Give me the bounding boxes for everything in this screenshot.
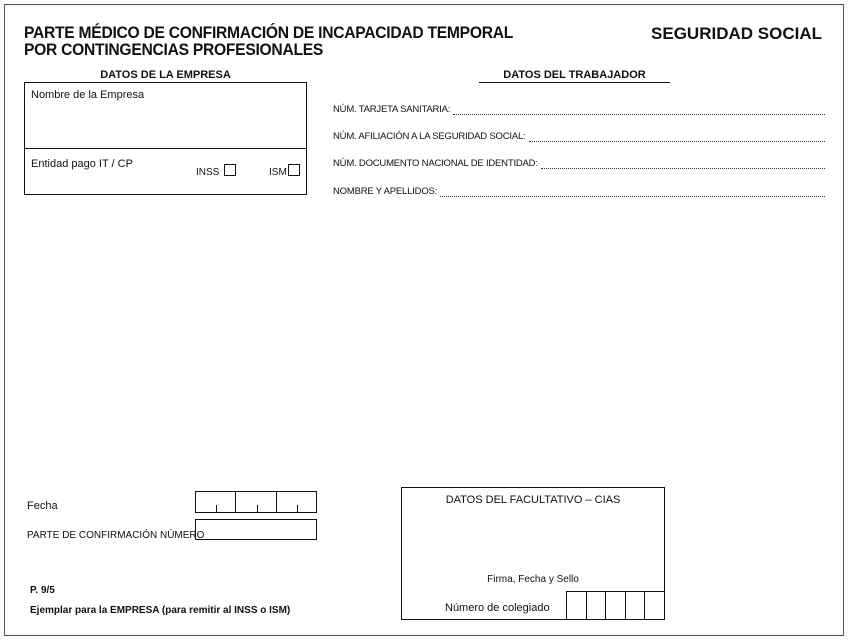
colegiado-cell [645,592,664,619]
firma-label: Firma, Fecha y Sello [487,574,579,585]
ejemplar-note: Ejemplar para la EMPRESA (para remitir al INSS o ISM) [30,605,291,616]
tarjeta-sanitaria-label: NÚM. TARJETA SANITARIA: [333,104,451,115]
entidad-pago-label: Entidad pago IT / CP [31,158,133,170]
form-code: P. 9/5 [30,585,55,596]
nombre-apellidos-row[interactable] [333,186,825,197]
dni-row[interactable] [333,158,825,169]
fecha-input[interactable] [195,491,317,513]
form-title-line1: PARTE MÉDICO DE CONFIRMACIÓN DE INCAPACIDAD TEMPORAL [24,23,514,42]
afiliacion-label: NÚM. AFILIACIÓN A LA SEGURIDAD SOCIAL: [333,131,526,142]
colegiado-cell [606,592,626,619]
firma-area[interactable] [410,512,656,568]
afiliacion-row[interactable] [333,131,825,142]
colegiado-cell [567,592,587,619]
ism-label: ISM [269,167,287,178]
nombre-apellidos-line[interactable] [440,188,825,197]
dni-line[interactable] [541,160,825,169]
inss-checkbox[interactable] [224,164,236,176]
inss-label: INSS [196,167,220,178]
form-title-line2: POR CONTINGENCIAS PROFESIONALES [24,40,324,59]
afiliacion-line[interactable] [529,133,826,142]
colegiado-input[interactable] [566,591,665,620]
form-title [24,24,513,58]
parte-numero-input[interactable] [195,519,317,540]
empresa-name-field[interactable] [29,104,301,144]
fecha-label: Fecha [27,500,58,512]
parte-confirmacion-label: PARTE DE CONFIRMACIÓN NÚMERO [27,530,205,541]
tarjeta-sanitaria-line[interactable] [453,106,825,115]
fecha-tick [297,505,298,513]
colegiado-cell [587,592,607,619]
fecha-tick [257,505,258,513]
ism-checkbox[interactable] [288,164,300,176]
empresa-heading: DATOS DE LA EMPRESA [100,69,231,81]
colegiado-label: Número de colegiado [445,602,550,614]
fecha-tick [216,505,217,513]
brand-label: SEGURIDAD SOCIAL [651,24,822,43]
facultativo-heading: DATOS DEL FACULTATIVO – CIAS [445,494,621,506]
colegiado-cell [626,592,646,619]
empresa-name-label: Nombre de la Empresa [31,89,145,101]
trabajador-heading: DATOS DEL TRABAJADOR [479,69,670,83]
nombre-apellidos-label: NOMBRE Y APELLIDOS: [333,186,438,197]
empresa-divider [24,148,307,149]
dni-label: NÚM. DOCUMENTO NACIONAL DE IDENTIDAD: [333,158,538,169]
tarjeta-sanitaria-row[interactable] [333,104,825,115]
